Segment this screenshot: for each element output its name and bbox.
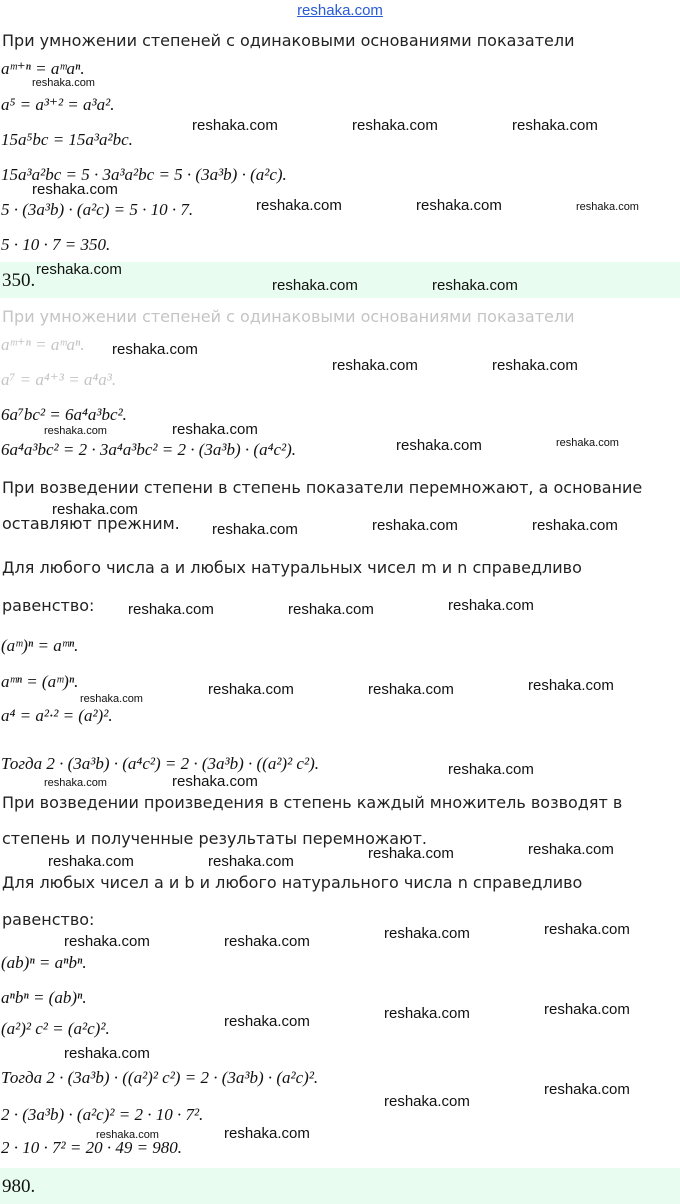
text-line: При возведении произведения в степень каждый множитель возводят в: [2, 793, 623, 812]
math-line: aᵐⁿ = (aᵐ)ⁿ.: [1, 672, 79, 691]
text-line: степень и полученные результаты перемножают.: [2, 829, 427, 848]
math-line: aᵐ⁺ⁿ = aᵐaⁿ.: [1, 335, 85, 354]
watermark: reshaka.com: [576, 201, 639, 213]
text-line: равенство:: [2, 596, 95, 615]
watermark: reshaka.com: [416, 197, 502, 214]
math-line: a⁵ = a³⁺² = a³a².: [1, 95, 115, 114]
watermark: reshaka.com: [224, 1125, 310, 1142]
watermark: reshaka.com: [544, 1001, 630, 1018]
site-link[interactable]: reshaka.com: [297, 2, 383, 19]
watermark: reshaka.com: [256, 197, 342, 214]
watermark: reshaka.com: [448, 597, 534, 614]
watermark: reshaka.com: [128, 601, 214, 618]
watermark: reshaka.com: [112, 341, 198, 358]
watermark: reshaka.com: [64, 1045, 150, 1062]
watermark: reshaka.com: [44, 777, 107, 789]
watermark: reshaka.com: [272, 277, 358, 294]
watermark: reshaka.com: [32, 181, 118, 198]
watermark: reshaka.com: [384, 1093, 470, 1110]
watermark: reshaka.com: [32, 77, 95, 89]
watermark: reshaka.com: [512, 117, 598, 134]
math-line: 6a⁴a³bc² = 2 · 3a⁴a³bc² = 2 · (3a³b) · (a⁴c²).: [1, 440, 297, 459]
answer-1: 350.: [2, 270, 36, 291]
answer-2: 980.: [2, 1176, 36, 1197]
watermark: reshaka.com: [384, 925, 470, 942]
watermark: reshaka.com: [288, 601, 374, 618]
text-line: равенство:: [2, 910, 95, 929]
watermark: reshaka.com: [432, 277, 518, 294]
watermark: reshaka.com: [212, 521, 298, 538]
watermark: reshaka.com: [224, 1013, 310, 1030]
watermark: reshaka.com: [372, 517, 458, 534]
watermark: reshaka.com: [332, 357, 418, 374]
math-line: 15a⁵bc = 15a³a²bc.: [1, 130, 133, 149]
text-line: Для любых чисел a и b и любого натурального числа n справедливо: [2, 873, 583, 892]
math-line: aⁿbⁿ = (ab)ⁿ.: [1, 988, 87, 1007]
answer-band-2: [0, 1168, 680, 1204]
watermark: reshaka.com: [352, 117, 438, 134]
watermark: reshaka.com: [528, 677, 614, 694]
watermark: reshaka.com: [48, 853, 134, 870]
text-line: оставляют прежним.: [2, 514, 180, 533]
watermark: reshaka.com: [36, 261, 122, 278]
math-line: 5 · 10 · 7 = 350.: [1, 235, 111, 254]
watermark: reshaka.com: [544, 1081, 630, 1098]
watermark: reshaka.com: [44, 425, 107, 437]
watermark: reshaka.com: [448, 761, 534, 778]
watermark: reshaka.com: [556, 437, 619, 449]
math-line: 2 · (3a³b) · (a²c)² = 2 · 10 · 7².: [1, 1105, 204, 1124]
watermark: reshaka.com: [208, 853, 294, 870]
math-line: 15a³a²bc = 5 · 3a³a²bc = 5 · (3a³b) · (a²c).: [1, 165, 287, 184]
text-line: При умножении степеней с одинаковыми основаниями показатели: [2, 31, 575, 50]
text-line: При умножении степеней с одинаковыми основаниями показатели: [2, 307, 575, 326]
watermark: reshaka.com: [492, 357, 578, 374]
math-line: 6a⁷bc² = 6a⁴a³bc².: [1, 405, 127, 424]
watermark: reshaka.com: [80, 693, 143, 705]
math-line: Тогда 2 · (3a³b) · (a⁴c²) = 2 · (3a³b) · ((a²)² c²).: [1, 754, 319, 773]
watermark: reshaka.com: [192, 117, 278, 134]
math-line: a⁷ = a⁴⁺³ = a⁴a³.: [1, 370, 117, 389]
watermark: reshaka.com: [528, 841, 614, 858]
text-line: При возведении степени в степень показатели перемножают, а основание: [2, 478, 643, 497]
watermark: reshaka.com: [208, 681, 294, 698]
watermark: reshaka.com: [384, 1005, 470, 1022]
watermark: reshaka.com: [368, 681, 454, 698]
watermark: reshaka.com: [532, 517, 618, 534]
math-line: aᵐ⁺ⁿ = aᵐaⁿ.: [1, 59, 85, 78]
watermark: reshaka.com: [172, 421, 258, 438]
watermark: reshaka.com: [172, 773, 258, 790]
watermark: reshaka.com: [224, 933, 310, 950]
math-line: a⁴ = a²·² = (a²)².: [1, 706, 113, 725]
math-line: 2 · 10 · 7² = 20 · 49 = 980.: [1, 1138, 183, 1157]
math-line: (ab)ⁿ = aⁿbⁿ.: [1, 953, 87, 972]
math-line: 5 · (3a³b) · (a²c) = 5 · 10 · 7.: [1, 200, 194, 219]
watermark: reshaka.com: [52, 501, 138, 518]
watermark: reshaka.com: [64, 933, 150, 950]
watermark: reshaka.com: [544, 921, 630, 938]
watermark: reshaka.com: [396, 437, 482, 454]
watermark: reshaka.com: [96, 1129, 159, 1141]
math-line: Тогда 2 · (3a³b) · ((a²)² c²) = 2 · (3a³b) · (a²c)².: [1, 1068, 319, 1087]
text-line: Для любого числа a и любых натуральных чисел m и n справедливо: [2, 558, 582, 577]
math-line: (aᵐ)ⁿ = aᵐⁿ.: [1, 636, 79, 655]
math-line: (a²)² c² = (a²c)².: [1, 1019, 110, 1038]
watermark: reshaka.com: [368, 845, 454, 862]
